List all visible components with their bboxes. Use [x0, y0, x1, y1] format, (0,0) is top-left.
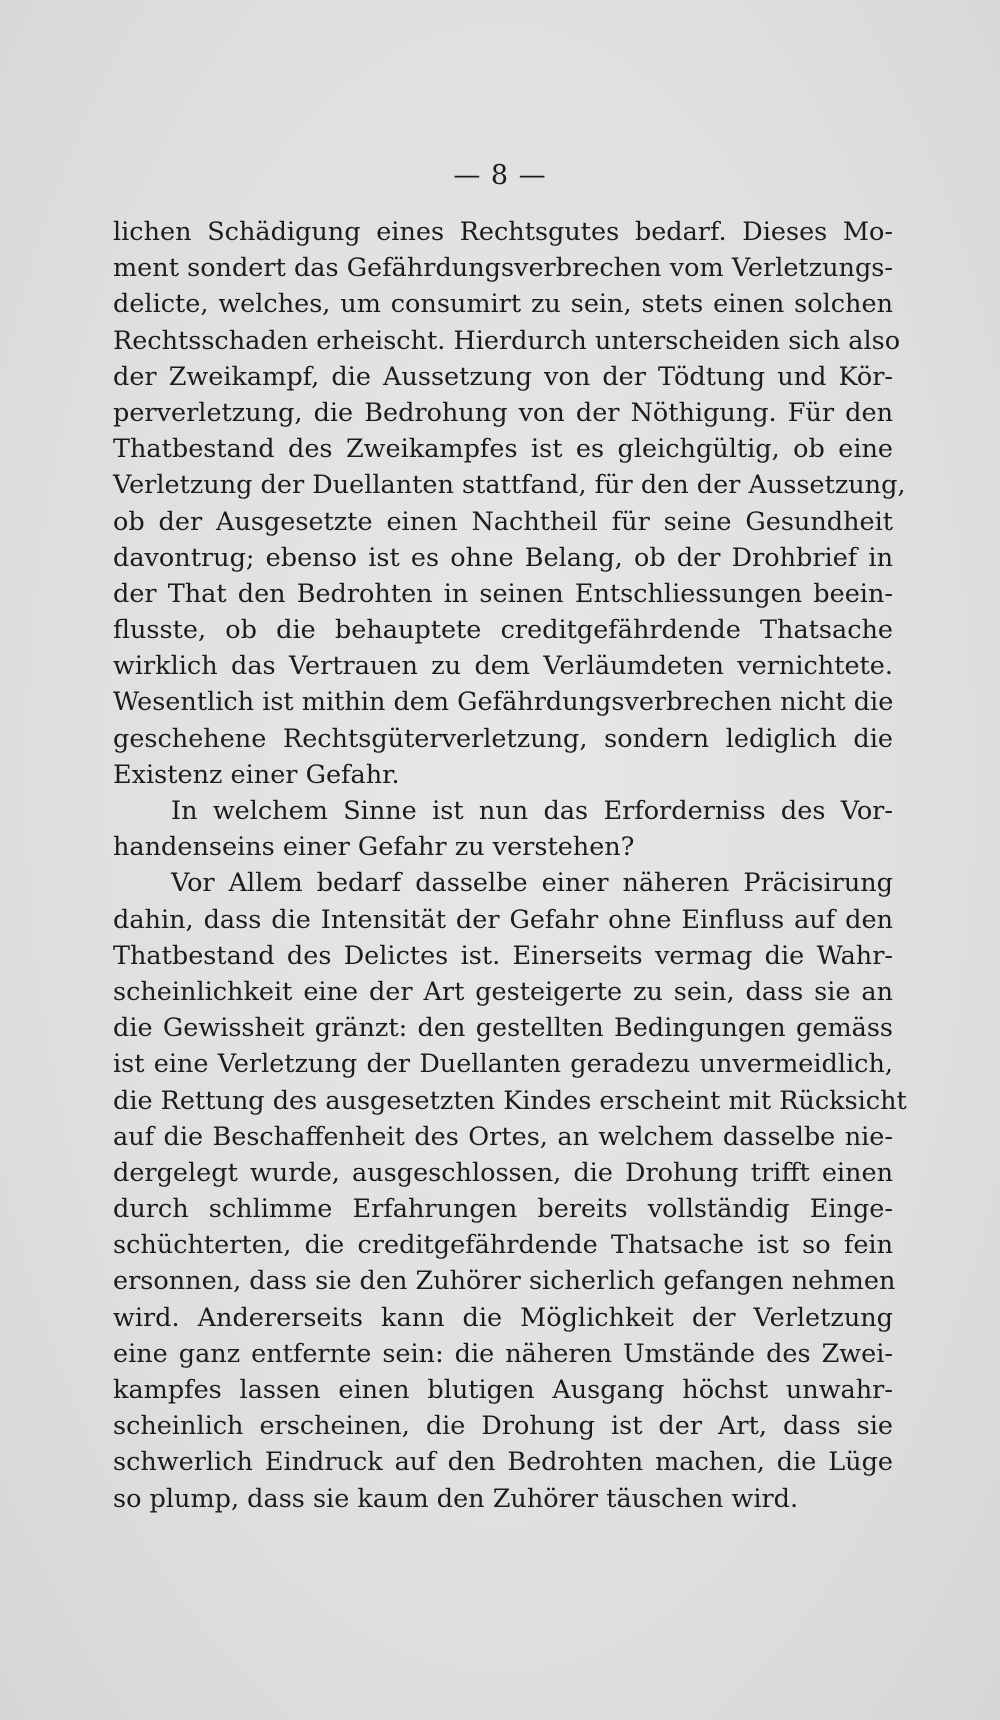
- text-line: die Rettung des ausgesetzten Kindes erscheint mit Rücksicht: [113, 1085, 907, 1116]
- text-line: Thatbestand des Delictes ist. Einerseits vermag die Wahr-: [113, 940, 893, 971]
- text-line: der That den Bedrohten in seinen Entschliessungen beein-: [113, 578, 893, 609]
- text-line: ersonnen, dass sie den Zuhörer sicherlich gefangen nehmen: [113, 1266, 896, 1297]
- text-line: delicte, welches, um consumirt zu sein, stets einen solchen: [113, 289, 893, 320]
- text-line: ob der Ausgesetzte einen Nachtheil für seine Gesundheit: [113, 506, 893, 537]
- text-line: davontrug; ebenso ist es ohne Belang, ob der Drohbrief in: [113, 542, 893, 573]
- text-line: handenseins einer Gefahr zu verstehen?: [113, 832, 635, 863]
- text-line: auf die Beschaffenheit des Ortes, an welchem dasselbe nie-: [113, 1121, 893, 1152]
- text-line: Vor Allem bedarf dasselbe einer näheren Präcisirung: [171, 868, 893, 899]
- text-line: Rechtsschaden erheischt. Hierdurch unterscheiden sich also: [113, 325, 901, 356]
- text-line: scheinlich erscheinen, die Drohung ist der Art, dass sie: [113, 1411, 893, 1442]
- text-line: wird. Andererseits kann die Möglichkeit der Verletzung: [113, 1302, 893, 1333]
- text-line: kampfes lassen einen blutigen Ausgang höchst unwahr-: [113, 1375, 893, 1405]
- text-line: schüchterten, die creditgefährdende Thatsache ist so fein: [113, 1230, 893, 1261]
- text-line: der Zweikampf, die Aussetzung von der Tödtung und Kör-: [113, 361, 893, 392]
- page-number: — 8 —: [453, 160, 547, 191]
- text-line: geschehene Rechtsgüterverletzung, sondern lediglich die: [113, 723, 893, 754]
- text-line: In welchem Sinne ist nun das Erforderniss des Vor-: [171, 796, 893, 826]
- text-line: ist eine Verletzung der Duellanten geradezu unvermeidlich,: [113, 1049, 893, 1080]
- text-line: Thatbestand des Zweikampfes ist es gleichgültig, ob eine: [113, 434, 893, 465]
- text-line: dahin, dass die Intensität der Gefahr ohne Einfluss auf den: [113, 904, 893, 935]
- text-line: eine ganz entfernte sein: die näheren Umstände des Zwei-: [113, 1338, 893, 1369]
- text-line: Wesentlich ist mithin dem Gefährdungsverbrechen nicht die: [113, 687, 894, 718]
- text-line: die Gewissheit gränzt: den gestellten Bedingungen gemäss: [113, 1013, 893, 1044]
- text-line: Verletzung der Duellanten stattfand, für den der Aussetzung,: [113, 470, 906, 501]
- text-line: ment sondert das Gefährdungsverbrechen vom Verletzungs-: [113, 253, 893, 284]
- text-line: Existenz einer Gefahr.: [113, 759, 400, 790]
- text-line: so plump, dass sie kaum den Zuhörer täuschen wird.: [113, 1483, 799, 1514]
- body-text: [113, 214, 907, 1517]
- text-line: durch schlimme Erfahrungen bereits vollständig Einge-: [113, 1194, 893, 1225]
- text-line: perverletzung, die Bedrohung von der Nöthigung. Für den: [113, 397, 893, 428]
- text-line: wirklich das Vertrauen zu dem Verläumdeten vernichtete.: [113, 651, 893, 682]
- text-line: flusste, ob die behauptete creditgefährdende Thatsache: [113, 615, 893, 646]
- text-line: scheinlichkeit eine der Art gesteigerte zu sein, dass sie an: [113, 976, 893, 1007]
- text-line: dergelegt wurde, ausgeschlossen, die Drohung trifft einen: [113, 1157, 893, 1188]
- text-line: schwerlich Eindruck auf den Bedrohten machen, die Lüge: [113, 1447, 893, 1478]
- text-line: lichen Schädigung eines Rechtsgutes bedarf. Dieses Mo-: [113, 217, 893, 247]
